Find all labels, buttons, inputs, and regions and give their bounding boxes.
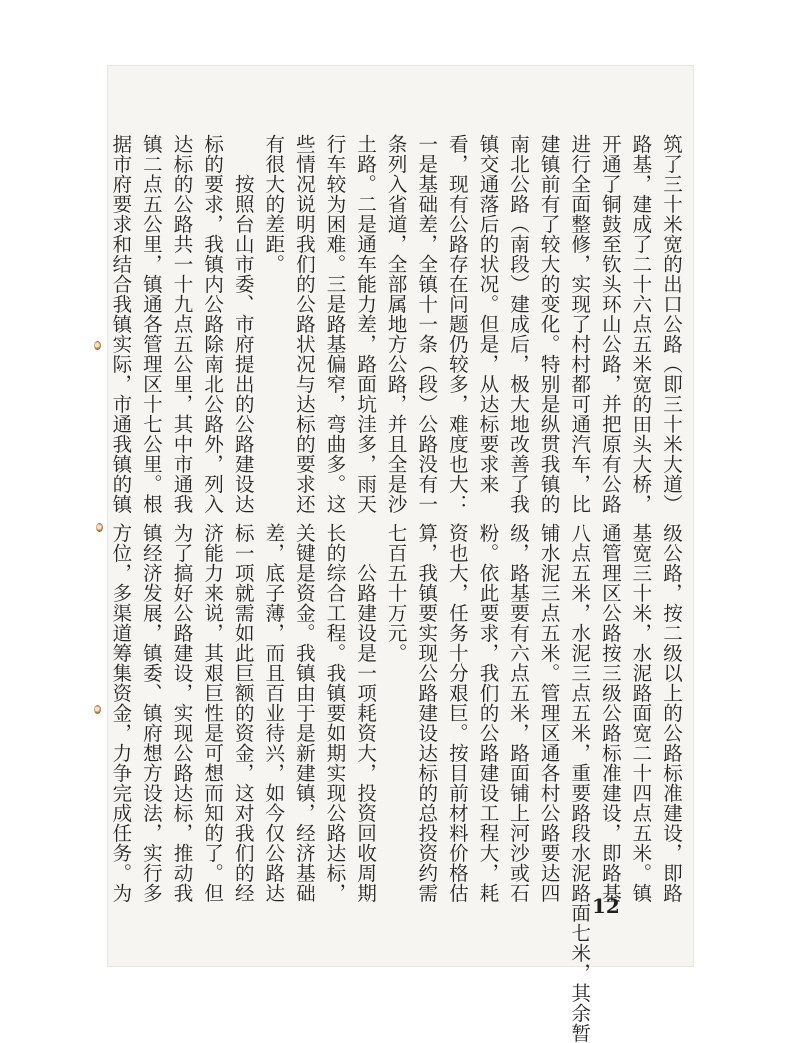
text-column: 差，底子薄，而且百业待兴，如今仅公路达: [262, 523, 286, 903]
text-column: 济能力来说，其艰巨性是可想而知的了。但: [201, 523, 225, 903]
text-column: 开通了铜鼓至钦头环山公路，并把原有公路: [598, 134, 622, 514]
text-column: 一是基础差，全镇十一条（段）公路没有一: [415, 134, 439, 514]
text-column: 土路。二是通车能力差，路面坑洼多，雨天: [354, 134, 378, 514]
text-column: 达标的公路共一十九点五公里，其中市通我: [170, 134, 194, 514]
text-column: 镇经济发展，镇委、镇府想方设法，实行多: [139, 523, 163, 903]
text-column: 通管理区公路按三级公路标准建设，即路基: [598, 523, 622, 903]
text-column: 有很大的差距。: [262, 134, 286, 274]
upper-text-block: [109, 134, 686, 514]
text-column: 铺水泥三点五米。管理区通各村公路要达四: [537, 523, 561, 903]
text-column: 建镇前有了较大的变化。特别是纵贯我镇的: [537, 134, 561, 514]
text-column: 进行全面整修，实现了村村都可通汽车，比: [568, 134, 592, 514]
binding-hole: [94, 705, 101, 714]
text-column: 资也大，任务十分艰巨。按目前材料价格估: [445, 523, 469, 903]
text-column: 些情况说明我们的公路状况与达标的要求还: [292, 134, 316, 514]
text-column: 八点五米，水泥三点五米，重要路段水泥路面七米，其余暂: [568, 523, 592, 1043]
text-column: 标的要求，我镇内公路除南北公路外，列入: [201, 134, 225, 514]
text-column: 为了搞好公路建设，实现公路达标，推动我: [170, 523, 194, 903]
text-column: 七百五十万元。: [384, 523, 408, 663]
text-column: 公路建设是一项耗资大，投资回收周期: [354, 523, 378, 903]
text-column: 按照台山市委、市府提出的公路建设达: [231, 134, 255, 514]
text-column: 级公路，按二级以上的公路标准建设，即路: [660, 523, 683, 903]
text-column: 行车较为困难。三是路基偏窄，弯曲多。这: [323, 134, 347, 514]
text-column: 粉。依此要求，我们的公路建设工程大，耗: [476, 523, 500, 903]
binding-hole: [94, 341, 101, 350]
text-column: 镇二点五公里，镇通各管理区十七公里。根: [139, 134, 163, 514]
text-column: 基宽三十米，水泥路面宽二十四点五米。镇: [629, 523, 653, 903]
text-column: 筑了三十米宽的出口公路（即三十米大道）: [660, 134, 683, 514]
text-column: 长的综合工程。我镇要如期实现公路达标，: [323, 523, 347, 903]
text-column: 据市府要求和结合我镇实际，市通我镇的镇: [109, 134, 133, 514]
text-column: 看，现有公路存在问题仍较多，难度也大：: [445, 134, 469, 514]
text-column: 方位，多渠道筹集资金，力争完成任务。为: [109, 523, 133, 903]
text-column: 标一项就需如此巨额的资金，这对我们的经: [231, 523, 255, 903]
binding-hole: [96, 523, 103, 532]
text-column: 路基，建成了二十六点五米宽的田头大桥，: [629, 134, 653, 514]
text-column: 关键是资金。我镇由于是新建镇，经济基础: [292, 523, 316, 903]
page-number: 12: [592, 894, 620, 918]
text-column: 镇交通落后的状况。但是，从达标要求来: [476, 134, 500, 494]
text-column: 算，我镇要实现公路建设达标的总投资约需: [415, 523, 439, 903]
text-column: 南北公路（南段）建成后，极大地改善了我: [507, 134, 531, 514]
text-column: 条列入省道，全部属地方公路，并且全是沙: [384, 134, 408, 514]
text-column: 级，路基要有六点五米，路面铺上河沙或石: [507, 523, 531, 903]
